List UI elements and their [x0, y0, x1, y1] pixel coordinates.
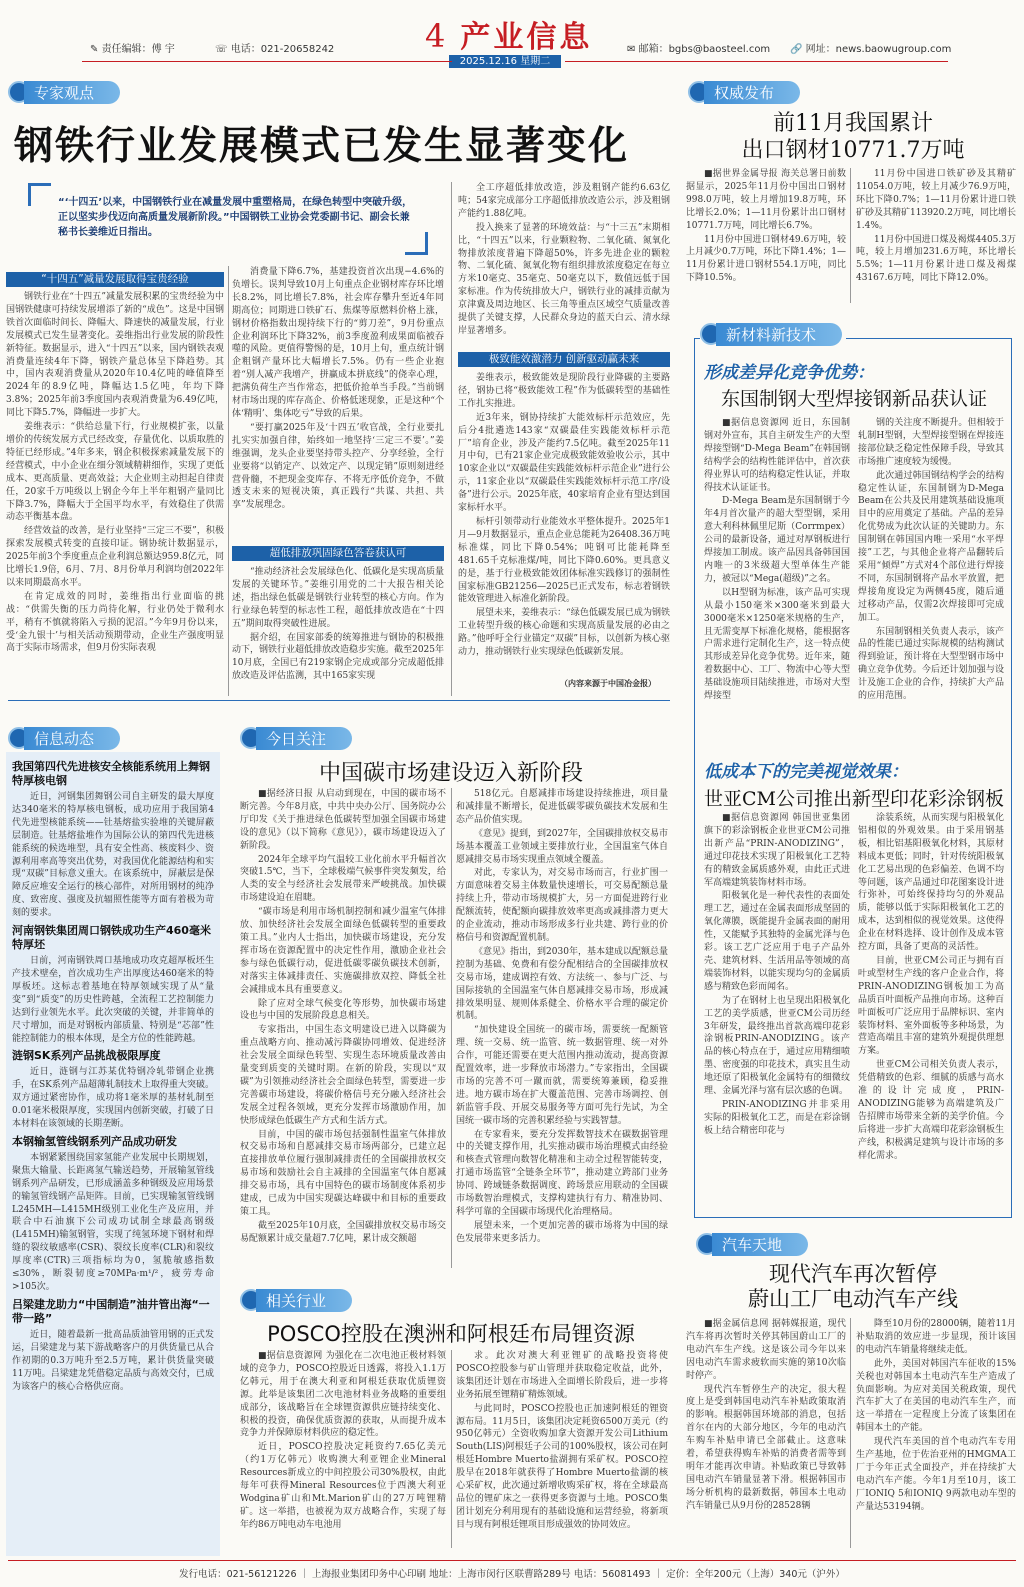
auto-headline: 现代汽车再次暂停 蔚山工厂电动汽车产线 [748, 1262, 958, 1311]
editor-info: ✎ 责任编辑：傅 宇 [90, 44, 175, 55]
paragraph: 经营效益的改善，是行业坚持“三定三不要”，积极探索发展模式转变的直接印证。钢协统计数据显示，2025年前3个季度重点企业利润总额达959.8亿元，同比增长1.9倍，6月、7月、8月份单月利润均创2022年以来同期最高水平。 [6, 526, 224, 588]
info-item-body: 近日，河钢集团舞钢公司自主研发的最大厚度达340毫米的特厚核电钢板，成功应用于我国第4代先进型核能系统——钍基熔盐实验堆的关键屏蔽层制造。钍基熔盐堆作为国际公认的第四代先进核能系统的候选堆型，具有安全性高、核废料少、资源利用率高等突出优势，对我国优化能源结构和实现“双碳”目标意义重大。在该系统中，屏蔽层是保障反应堆安全运行的核心部件，对所用钢材的纯净度、致密度、强度及抗辐照性能等方面有着极为苛刻的要求。 [12, 792, 214, 919]
authority-col2 [856, 168, 1016, 286]
newmat-a1-headline: 东国制钢大型焊接钢新品获认证 [720, 388, 987, 410]
paragraph: 11月份中国进口煤及褐煤4405.3万吨，较上月增加231.6万吨，环比增长5.5%；1—11月份累计进口煤及褐煤43167.6万吨，同比下降12.0%。 [856, 234, 1016, 284]
paragraph: 专家指出，中国生态文明建设已进入以降碳为重点战略方向、推动减污降碳协同增效、促进经济社会发展全面绿色转型、实现生态环境质量改善由量变到质变的关键时期。在新的阶段，实现以“双碳”为引领推动经济社会全面绿色转型，需要进一步完善碳市场建设，将碳价格信号充分融入经济社会发展全过程各领域，更充分发挥市场激励作用，加快形成绿色低碳生产方式和生活方式。 [240, 1025, 446, 1126]
paragraph: 目前，中国的碳市场包括强制性温室气体排放权交易市场和自愿减排交易市场两部分，已建立起直接排放单位履行强制减排责任的全国碳排放权交易市场和鼓励社会自主减排的全国温室气体自愿减排交易市场，具有中国特色的碳市场制度体系初步建成，已成为中国实现碳达峰碳中和目标的重要政策工具。 [240, 1129, 446, 1217]
related-col2 [456, 1350, 668, 1533]
paragraph: 以H型钢为标准，该产品可实现从最小150毫米×300毫米到最大3000毫米×1250毫米规格的生产，且无需变厚下标准化规格，能根据客户需求进行定制化生产，这一特点使其形成差异化竞争优势。近年来，随着数据中心、工厂、物流中心等大型基础设施项目陆续推进，市场对大型焊接型 [704, 587, 850, 702]
paragraph: PRIN-ANODIZING并非采用实际的阳极氧化工艺，而是在彩涂钢板上结合精密印花与 [704, 1099, 850, 1136]
today-headline: 中国碳市场建设迈入新阶段 [318, 761, 583, 786]
paragraph: “碳市场是利用市场机制控制和减少温室气体排放、加快经济社会发展全面绿色低碳转型的重要政策工具。”业内人士指出，加快碳市场建设，充分发挥市场在资源配置中的决定性作用，激励企业社会参与绿色低碳行动，促进低碳零碳负碳技术创新，对落实主体减排责任、实施碳排放双控、降低全社会减排成本具有重要意义。 [240, 907, 446, 995]
paragraph: 近日，POSCO控股决定耗资约7.65亿美元（约1万亿韩元）收购澳大利亚锂企业Mineral Resources新成立的中间控股公司30%股权，由此每年可获得Mineral Resources位于西澳大利亚Wodgina矿山和Mt.Marion矿山的27万吨锂精矿。这一举措，也被视为双方战略合作，实现了每年约86万吨电动车电池用 [240, 1442, 446, 1530]
expert-col3b [458, 372, 670, 660]
newmat-tag: 新材料新技术 [700, 322, 846, 346]
related-headline: POSCO控股在澳洲和阿根廷布局锂资源 [267, 1322, 635, 1346]
paragraph: 为了在钢材上也呈现出阳极氧化工艺的美学质感，世亚CM公司历经3年研发，最终推出首款高端印花彩涂钢板PRIN-ANODIZING。该产品的核心特点在于，通过应用精细喷墨、密度强的印花技术，真实且生动地还原了阳极氧化金属特有的细微纹理、金属光泽与富有层次感的色调。 [704, 995, 850, 1097]
related-tag: 相关行业 [240, 1288, 352, 1312]
paragraph: “推动经济社会发展绿色化、低碳化是实现高质量发展的关键环节。”姜维引用党的二十大报告相关论述，指出绿色低碳是钢铁行业转型的核心方向。作为行业绿色转型的标志性工程，超低排放改造在“十四五”期间取得突破性进展。 [232, 567, 444, 629]
paragraph: 在专家看来，要充分发挥数智技术在碳数据管理中的关键支撑作用，扎实推动碳市场治理模式由经验和核查式管理向数智化精准和主动全过程智能转变，打通市场监管“全链条全环节”，推动建立跨部门业务协同、跨域链条数据调度、跨场景应用联动的全国碳市场数智治理模式，支撑构建执行有力、精准协同、科学可靠的全国碳市场现代化治理格局。 [456, 1129, 668, 1217]
info-item-title: 我国第四代先进核安全核能系统用上舞钢特厚核电钢 [12, 760, 210, 787]
expert-col3 [458, 182, 670, 339]
paragraph: 11月份中国进口铁矿砂及其精矿11054.0万吨，较上月减少76.9万吨，环比下降0.7%；1—11月份累计进口铁矿砂及其精矿113920.2万吨，同比增长1.4%。 [856, 169, 1016, 231]
newmat-a2-headline: 世亚CM公司推出新型印花彩涂钢板 [704, 788, 1004, 810]
info-item-title: 本钢输氢管线钢系列产品成功研发 [12, 1134, 177, 1148]
info-panel [6, 752, 220, 1556]
paragraph: 标杆引领带动行业能效水平整体提升。2025年1月—9月数据显示，重点企业总能耗为26408.36万吨标准煤，同比下降0.54%；吨钢可比能耗降至481.65千克标准煤/吨，同比下降0.60%。更具意义的是，基于行业极致能效团体标准实践修订的强制性国家标准GB21256—2025已正式发布，标志着钢铁能效管理进入标准化新阶段。 [458, 516, 670, 605]
paragraph: 现代汽车暂停生产的决定，很大程度上是受到韩国电动汽车补贴政策取消的影响。根据韩国环境部的消息，包括首尔在内的大部分地区，今年的电动汽车购车补贴申请已全部截止。这意味着，希望获得购车补贴的消费者需等到明年才能再次申请。补贴政策已导致韩国电动汽车销量显著下滑。根据韩国市场分析机构的最新数据，韩国本土电动汽车销量已从9月份的28528辆 [686, 1384, 846, 1511]
paragraph: 钢铁行业在“十四五”减量发展积累的宝贵经验为中国钢铁健康可持续发展增添了新的“成色”。这是中国钢铁首次面临时间长、降幅大、降速快的减量发展，行业发展模式已发生显著变化。姜维指出行业发展的阶段性新特征。数据显示，进入“十四五”以来，国内钢铁表观消费量连续4年下降，钢铁产量总体呈下降趋势。其中，国内表观消费量从2020年10.4亿吨的峰值降至2024年的8.9亿吨，降幅达1.5亿吨，年均下降3.8%；2025年前3季度国内表观消费量为6.49亿吨，同比下降5.7%，降幅进一步扩大。 [6, 292, 224, 419]
paragraph: 目前，世亚CM公司正与拥有百叶或型材生产线的客户企业合作，将PRIN-ANODIZING钢板加工为高品质百叶面板产品推向市场。这种百叶面板可广泛应用于品牌标识、室内装饰材料、室外面板等多种场景，为营造高端且丰富的建筑外观提供理想方案。 [858, 955, 1004, 1057]
newmat-a1-col1 [704, 417, 850, 704]
paragraph: 阳极氧化是一种代表性的表面处理工艺，通过在金属表面形成坚固的氧化薄膜，既能提升金属表面的耐用性，又能赋予其独特的金属光泽与色彩。该工艺广泛应用于电子产品外壳、建筑材料、生活用品等领域的高端装饰材料，以能实现均匀的金属质感与精致色彩而闻名。 [704, 891, 850, 992]
paragraph: 姜维表示，极致能效是现阶段行业降碳的主要路径，钢协已将“极致能效工程”作为低碳转型的基础性工作扎实推进。 [458, 373, 670, 409]
authority-col1 [686, 168, 846, 286]
paragraph: 此次通过韩国钢结构学会的结构稳定性认证，东国制钢为D-Mega Beam在公共及民用建筑基础设施项目中的应用奠定了基础。产品的差异化优势成为此次认证的关键助力。东国制钢在韩国国内唯一采用“水平焊接”工艺，与其他企业将产品翻转后采用“倾焊”方式对4个部位进行焊接不同，东国制钢将产品水平放置，把焊接角度设定为两侧45度，随后通过移动产品，仅需2次焊接即可完成加工。 [858, 470, 1004, 623]
expert-tag: 专家观点 [8, 80, 120, 104]
today-col2 [456, 788, 668, 1247]
newmat-a1-kicker: 形成差异化竞争优势： [704, 363, 874, 383]
expert-col2 [232, 266, 444, 513]
col-divider [451, 1350, 452, 1548]
paragraph: 近3年来，钢协持续扩大能效标杆示范效应，先后分4批遴选143家“双碳最佳实践能效标杆示范厂”培育企业，涉及产能约7.5亿吨。截至2025年11月中旬，已有21家企业完成极致能效验收公示，其中10家企业以“双碳最佳实践能效标杆示范企业”进行公示，11家企业以“双碳最佳实践能效标杆示范工序/设备”进行公示。2025年底，40家培育企业有望达到国家标杆水平。 [458, 412, 670, 514]
expert-subhead-3: 极致能效激潜力 创新驱动赢未来 [458, 352, 670, 367]
paragraph: 涂装系统，从而实现与阳极氧化铝相似的外观效果。由于采用钢基板，相比铝基阳极氧化材料，其原材料成本更低；同时，针对传统阳极氧化工艺易出现的色彩偏差、色调不均等问题，该产品通过印花图案设计进行弥补，可始终保持均匀的外观品质，能够以低于实际阳极氧化工艺的成本，达到相似的视觉效果。这使得企业在材料选择、设计创作及成本管控方面，具备了更高的灵活性。 [858, 813, 1004, 953]
paragraph: 展望未来，一个更加完善的碳市场将为中国的绿色发展带来更多活力。 [456, 1220, 668, 1244]
col-divider [451, 182, 452, 696]
paragraph: 姜维表示：“供给总量下行，行业规模扩张，以量增价的传统发展方式已经改变，存量优化、以质取胜的特征已经形成。”4年多来，钢企积极探索减量发展下的经营模式，中小企业在细分领域精耕细作，实现了更低成本、更高质量、更高效益；大企业则主动担起自律责任，20家千万吨级以上钢企今年上半年粗钢产量同比下降3.7%，降幅大于全国平均水平，有效稳住了供需动态平衡基本盘。 [6, 422, 224, 523]
info-item-title: 吕梁建龙助力“中国制造”油井管出海“一带一路” [12, 1297, 210, 1325]
section-title: 产业信息 [460, 20, 593, 55]
info-list [6, 752, 220, 1397]
issue-date: 2025.12.16 星期二 [449, 55, 561, 68]
paragraph: ■据信息资源网 为强化在二次电池正极材料领域的竞争力，POSCO控股近日透露，将投入1.1万亿韩元，用于在澳大利亚和阿根廷获取优质锂资源。此举是该集团二次电池材料业务战略的重要组成部分，该战略旨在全球锂资源供应链持续变化、积极的投资，确保优质资源的获取，从而提升成本竞争力并保障原材料供应的稳定性。 [240, 1351, 446, 1439]
paragraph: 对此，专家认为，对交易市场而言，行业扩围一方面意味着交易主体数量快速增长，可交易配额总量持续上升，带动市场规模扩大，另一方面促进跨行业配额流转，使配额向碳排放效率更高或减排潜力更大的企业流动，推动市场形成多行业共建、跨行业的价格信号和资源配置机制。 [456, 868, 668, 943]
paragraph: “加快建设全国统一的碳市场，需要统一配额管理、统一交易、统一监管、统一数据管理、统一对外合作，可能还需要在更大范围内推动流动，提高资源配置效率，进一步释放市场潜力。”专家指出，全国碳市场的完善不可一蹴而就，需要统筹兼顾，稳妥推进。地方碳市场在扩大覆盖范围、完善市场调控、创新监管手段、开展交易服务等方面可先行先试，为全国统一碳市场的完善积累经验与实践智慧。 [456, 1025, 668, 1126]
paragraph: ■据金属信息网 据韩媒报道，现代汽车将再次暂时关停其韩国蔚山工厂的电动汽车生产线。这是该公司今年以来因电动汽车需求疲软而实施的第10次临时停产。 [686, 1319, 846, 1381]
expert-col1 [6, 291, 224, 656]
today-tag: 今日关注 [240, 726, 352, 750]
info-item-title: 涟钢SK系列产品挑战极限厚度 [12, 1049, 161, 1063]
paragraph: ■据信息资源网 韩国世亚集团旗下的彩涂钢板企业世亚CM公司推出新产品“PRIN-ANODIZING”，通过印花技术实现了阳极氧化工艺特有的精致金属质感外观，由此正式进军高端建筑装饰材料市场。 [704, 813, 850, 888]
authority-tag: 权威发布 [688, 80, 800, 104]
paragraph: 11月份中国进口钢材49.6万吨，较上月减少0.7万吨，环比下降1.4%；1—11月份累计进口钢材554.1万吨，同比下降10.5%。 [686, 234, 846, 284]
paragraph: ■据信息资源网 近日，东国制钢对外宣布，其自主研发生产的大型焊接型钢“D-Mega Beam”在韩国钢结构学会的结构性能评估中，首次获得业界认可的结构稳定性认证，并取得技术认证证书。 [704, 418, 850, 493]
info-item-body: 日前，河南钢铁周口基地成功攻克超厚板坯生产技术壁垒，首次成功生产出厚度达460毫米的特厚板坯。这标志着基地在特厚领域实现了从“量变”到“质变”的历史性跨越，全流程工艺控制能力达到行业领先水平。此次突破的关键，并非简单的尺寸增加，而是对钢板内部质量、特别是“芯部”性能控制能力的根本体现，是全方位的性能跨越。 [12, 956, 214, 1044]
paragraph: “要打赢2025年及‘十四五’收官战，全行业要扎扎实实加强自律，始终如一地坚持‘三定三不要’。”姜维强调，龙头企业要坚持带头控产、分享经验，全行业要将“以销定产、以效定产、以现定销”原则刻进经营骨髓，不把现金变库存、不将无序低价竞争，不做透支未来的短视决策，真正践行“共谋、共担、共享”发展理念。 [232, 422, 444, 511]
expert-source: （内容来源于中国冶金报） [560, 678, 656, 688]
paragraph: 与此同时，POSCO控股也正加速阿根廷的锂资源布局。11月5日，该集团决定耗资6500万美元（约950亿韩元）全资收购加拿大资源开发公司Lithium South(LIS)阿根廷子公司的100%股权，该公司在阿根廷Hombre Muerto盐湖拥有采矿权。POSCO控股早在2018年就获得了Hombre Muerto盐湖的核心采矿权，此次通过新增收购采矿权，将在全球最高品位的锂矿床之一获得更多资源与土地。POSCO集团计划充分利用现有的基础设施和运营经验，将新项目与现有阿根廷锂项目形成强效的协同效应。 [456, 1403, 668, 1530]
info-item-title: 河南钢铁集团周口钢铁成功生产460毫米特厚坯 [12, 924, 211, 952]
expert-col2b [232, 566, 444, 684]
auto-col1 [686, 1318, 846, 1514]
paragraph: 投入换来了显著的环境效益：与“十三五”末期相比，“十四五”以来，行业颗粒物、二氧化硫、氮氧化物排放浓度普遍下降超50%，许多先进企业的颗粒物、二氧化硫、氮氧化物有组织排放浓度稳定在每立方米10毫克、35毫克、50毫克以下，数值远低于国家标准。作为传统排放大户，钢铁行业的减排贡献为京津冀及周边地区、长三角等重点区域空气质量改善提供了关键支撑，人民群众身边的蓝天白云、清水绿岸显著增多。 [458, 222, 670, 336]
paragraph: 现代汽车美国的首个电动汽车专用生产基地，位于佐治亚州的HMGMA工厂于今年正式全面投产，并在持续扩大电动汽车产能。今年1月至10月，该工厂IONIQ 5和IONIQ 9两款电动车型的产量达53194辆。 [856, 1437, 1016, 1512]
mail-icon: ✉ [627, 44, 636, 55]
auto-col2 [856, 1318, 1016, 1515]
paragraph: 《意见》指出，到2030年，基本建成以配额总量控制为基础、免费和有偿分配相结合的全国碳排放权交易市场，建成调控有效、方法统一、参与广泛、与国际接轨的全国温室气体自愿减排交易市场，形成减排效果明显、规则体系健全、价格水平合理的碳定价机制。 [456, 946, 668, 1022]
info-tag: 信息动态 [8, 726, 120, 750]
info-item-body: 近日，随着最新一批高品质油管用钢的正式发运，吕梁建龙与某下游战略客户的月供货量已从合作初期的0.3万吨升至2.5万吨，累计供货量突破11万吨。吕梁建龙凭借稳定品质与高效交付，已成为该客户的核心合格供应商。 [12, 1329, 214, 1392]
info-item-body: 本钢紧紧围绕国家氢能产业发展中长期规划，聚焦大输量、长距离氢气输送趋势，开展输氢管线钢系列产品研发，已形成涵盖多种钢级及应用场景的输氢管线钢产品矩阵。目前，已实现输氢管线钢L245MH—L415MH级别工业化生产及应用，并联合中石油旗下公司成功试制全球最高钢级(L415MH)输氢钢管，实现了纯氢环境下钢材和焊缝的裂纹敏感率(CSR)、裂纹长度率(CLR)和裂纹厚度率(CTR)三项指标均为0，氢脆敏感指数≤30%，断裂韧度≥70MPa·m¹/²，疲劳寿命>105次。 [12, 1152, 214, 1292]
newmat-a1-col2 [858, 417, 1004, 704]
paragraph: 全工序超低排放改造，涉及粗钢产能约6.63亿吨；54家完成部分工序超低排放改造公示，涉及粗钢产能约1.88亿吨。 [458, 183, 670, 219]
expert-subhead-1: “十四五”减量发展取得宝贵经验 [6, 272, 224, 287]
paragraph: 此外，美国对韩国汽车征收的15%关税也对韩国本土电动汽车生产造成了负面影响。为应对美国关税政策，现代汽车扩大了在美国的电动汽车生产，而这一举措在一定程度上分流了该集团在韩国本土的产能。 [856, 1358, 1016, 1434]
page-number: 4 [425, 17, 449, 55]
expert-lead: “‘十四五’以来，中国钢铁行业在减量发展中重塑格局，在绿色转型中突破升级，正以坚实步伐迈向高质量发展新阶段。”中国钢铁工业协会党委副书记、副会长兼秘书长姜维近日指出。 [58, 197, 413, 238]
newmat-a2-col2 [858, 812, 1004, 1163]
col-divider [451, 788, 452, 1268]
masthead [425, 12, 592, 56]
header-rule-left [82, 61, 452, 62]
paragraph: 截至2025年10月底，全国碳排放权交易市场交易配额累计成交量超7.7亿吨，累计成交额超 [240, 1220, 446, 1244]
col-divider [228, 266, 229, 696]
paragraph: 《意见》提到，到2027年，全国碳排放权交易市场基本覆盖工业领域主要排放行业，全国温室气体自愿减排交易市场实现重点领域全覆盖。 [456, 828, 668, 865]
paragraph: 展望未来，姜维表示：“绿色低碳发展已成为钢铁工业转型升级的核心命题和实现高质量发展的必由之路。”他呼吁全行业锚定“双碳”目标，以创新为核心驱动力，推动钢铁行业实现绿色低碳新发展。 [458, 608, 670, 658]
related-col1 [240, 1350, 446, 1533]
paragraph: 据介绍，在国家部委的统筹推进与钢协的积极推动下，钢铁行业超低排放改造稳步实施。截至2025年10月底，全国已有219家钢企完成或部分完成超低排放改造及评估监测，其中165家实现 [232, 632, 444, 682]
paragraph: 消费量下降6.7%，基建投资首次出现−4.6%的负增长。误判导致10月上旬重点企业钢材库存环比增长8.2%，同比增长7.8%，社会库存攀升至近4年同期高位；同期进口铁矿石、焦煤等原燃料价格上涨，钢材价格指数出现持续下行的“剪刀差”，9月份重点企业利润环比下降32%，前3季度盈利成果面临被吞噬的风险。更值得警惕的是，10月上旬，重点统计钢企粗钢产量环比大幅增长7.5%。仍有一些企业抱着“别人减产我增产，拼赢成本拼底线”的侥幸心理，把满负荷生产当作常态，把低价抢单当手段。”当前钢材市场出现的库存高企、价格低迷现象，正是这种“个体‘精明’、集体吃亏”导致的后果。 [232, 267, 444, 419]
expert-lead-box [28, 183, 428, 255]
newmat-a2-col1 [704, 812, 850, 1139]
site-info[interactable]: 🔗 网址：news.baowugroup.com [790, 44, 952, 55]
phone-icon: ☏ [215, 44, 228, 55]
edit-icon: ✎ [90, 44, 99, 55]
footer-text: 发行电话：021-56121226 ｜ 上海报业集团印务中心印刷 地址：上海市闵行区联曹路289号 电话：56081493 ｜ 定价：全年200元（上海）340元（沪外） [179, 1569, 845, 1580]
phone-info: ☏ 电话：021-20658242 [215, 44, 335, 55]
footer-rule [8, 1560, 1016, 1561]
authority-headline: 前11月我国累计 出口钢材10771.7万吨 [741, 111, 965, 163]
paragraph: 求。此次对澳大利亚锂矿的战略投资将使POSCO控股参与矿山管理并获取稳定收益，此外，该集团还计划在市场进入全面增长阶段后，进一步将业务拓展至锂精矿精炼领域。 [456, 1351, 668, 1400]
section-rule [8, 700, 670, 701]
link-icon: 🔗 [790, 44, 803, 55]
paragraph: ■据世界金属导报 海关总署日前数据显示，2025年11月份中国出口钢材998.0万吨，较上月增加19.8万吨，环比增长2.0%；1—11月份累计出口钢材10771.7万吨，同比增长6.7%。 [686, 169, 846, 231]
paragraph: ■据经济日报 从启动到现在，中国的碳市场不断完善。今年8月底，中共中央办公厅、国务院办公厅印发《关于推进绿色低碳转型加强全国碳市场建设的意见》（以下简称《意见》），碳市场建设迈入了新阶段。 [240, 789, 446, 851]
col-divider [850, 168, 851, 303]
info-item-body: 近日，涟钢与江苏某优特钢冷轧带钢企业携手，在SK系列产品超薄轧制技术上取得重大突破。双方通过紧密协作，成功将1毫米厚的基材轧制至0.01毫米极限厚度，实现国内创新突破，打破了日本材料在该领域的长期垄断。 [12, 1067, 214, 1130]
auto-tag: 汽车天地 [696, 1232, 808, 1256]
paragraph: 东国制钢相关负责人表示，该产品的性能已通过实际规模的结构测试得到验证，预计将在大型型钢市场中确立竞争优势。今后还计划加强与设计及施工企业的合作，持续扩大产品的应用范围。 [858, 626, 1004, 702]
header-rule-right [565, 61, 948, 62]
email-info[interactable]: ✉ 邮箱：bgbs@baosteel.com [627, 44, 771, 55]
paragraph: 降至10月份的28000辆，随着11月补贴取消的效应进一步显现，预计该国的电动汽车销量将继续走低。 [856, 1319, 1016, 1355]
paragraph: 世亚CM公司相关负责人表示，凭借精致的色彩、细腻的质感与高水准的设计完成度，PRIN-ANODIZING能够为高端建筑及广告招牌市场带来全新的美学价值。今后将进一步扩大高端印花彩涂钢板生产线，积极满足建筑与设计市场的多样化需求。 [858, 1060, 1004, 1161]
today-col1 [240, 788, 446, 1247]
paragraph: D-Mega Beam是东国制钢于今年4月首次量产的超大型型钢，采用意大利科林佩里尼斯（Corrmpex）公司的最新设备，通过对厚钢板进行焊接加工制成。该产品因具备韩国国内唯一的3米级超大型单体生产能力，被冠以“Mega(超级)”之名。 [704, 496, 850, 584]
expert-subhead-2: 超低排放巩固绿色答卷获认可 [232, 546, 444, 561]
paragraph: 在肯定成效的同时，姜维指出行业面临的挑战：“供需失衡的压力尚待化解，行业仍处于微利水平，稍有不慎就将陷入亏损的泥沼。”今年9月份以来，受‘金九银十’与相关活动预期带动，企业生产强度明显高于实际市场需求，但9月份实际表观 [6, 591, 224, 654]
paragraph: 2024年全球平均气温较工业化前水平升幅首次突破1.5℃，当下，全球极端气候事件突发频发，给人类的安全与经济社会发展带来严峻挑战。加快碳市场建设迫在眉睫。 [240, 854, 446, 904]
paragraph: 除了应对全球气候变化等形势，加快碳市场建设也与中国的发展阶段息息相关。 [240, 998, 446, 1022]
newmat-a2-kicker: 低成本下的完美视觉效果： [704, 762, 908, 782]
expert-headline: 钢铁行业发展模式已发生显著变化 [14, 123, 630, 169]
paragraph: 钢的关注度不断提升。但相较于轧制H型钢，大型焊接型钢在焊接连接部位缺乏稳定性保障手段，导致其市场推广速度较为缓慢。 [858, 418, 1004, 467]
paragraph: 518亿元。自愿减排市场建设持续推进，项目量和减排量不断增长，促进低碳零碳负碳技术发展和生态产品价值实现。 [456, 789, 668, 825]
col-divider [850, 1318, 851, 1548]
